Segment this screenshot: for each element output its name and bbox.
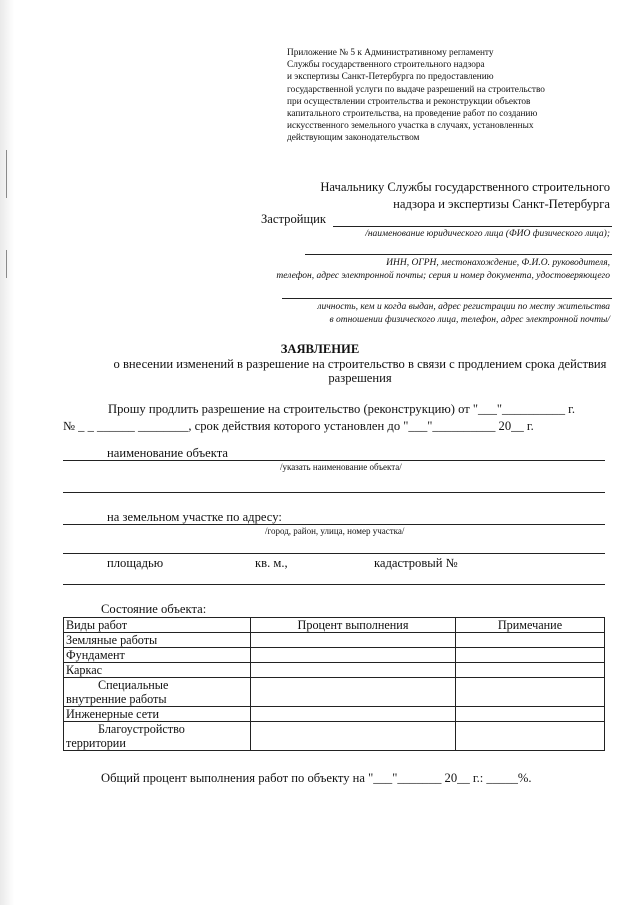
statement-subtitle-2: разрешения <box>328 371 392 385</box>
header-work-types: Виды работ <box>64 618 251 633</box>
table-row <box>64 633 605 648</box>
note-cell[interactable] <box>456 633 605 648</box>
work-type-cell: Земляные работы <box>64 633 251 648</box>
percent-cell[interactable] <box>251 648 456 663</box>
annex-line: действующим законодательством <box>287 133 420 144</box>
object-state-label: Состояние объекта: <box>101 602 207 616</box>
annex-line: искусственного земельного участка в случаях, установленных <box>287 121 534 132</box>
percent-cell[interactable] <box>251 707 456 722</box>
work-type-cell <box>64 722 251 751</box>
object-name-label: наименование объекта <box>107 446 228 460</box>
developer-hint-5: в отношении физического лица, телефон, адрес электронной почты/ <box>329 315 610 325</box>
work-type-cell: Фундамент <box>64 648 251 663</box>
scan-margin-shadow <box>0 0 14 905</box>
table-header-row <box>64 618 605 633</box>
addressee-line-1: Начальнику Службы государственного строительного <box>320 180 610 194</box>
work-type-cell: Инженерные сети <box>64 707 251 722</box>
table-row <box>64 707 605 722</box>
table-row <box>64 722 605 751</box>
developer-input-line[interactable] <box>333 226 612 227</box>
request-line-2: № _ _ ______ ________, срок действия которого установлен до "___"__________ 20__ г. <box>63 419 534 433</box>
annex-line: государственной услуги по выдаче разрешений на строительство <box>287 84 545 95</box>
work-type-line-1: Специальные <box>98 678 169 692</box>
note-cell[interactable] <box>456 648 605 663</box>
percent-cell[interactable] <box>251 722 456 751</box>
annex-line: Службы государственного строительного надзора <box>287 60 485 71</box>
work-type-line-2: внутренние работы <box>66 692 167 706</box>
developer-details-line[interactable] <box>305 254 612 255</box>
developer-hint-1: /наименование юридического лица (ФИО физического лица); <box>365 229 610 239</box>
statement-subtitle-1: о внесении изменений в разрешение на строительство в связи с продлением срока действия <box>113 357 607 371</box>
total-percent-line: Общий процент выполнения работ по объекту на "___"_______ 20__ г.: _____%. <box>101 771 532 785</box>
header-note: Примечание <box>456 618 605 633</box>
note-cell[interactable] <box>456 722 605 751</box>
work-type-cell: Каркас <box>64 663 251 678</box>
annex-line: и экспертизы Санкт-Петербурга по предоставлению <box>287 72 494 83</box>
work-type-line-2: территории <box>66 736 126 750</box>
area-unit: кв. м., <box>255 556 288 570</box>
scan-edge-mark <box>6 150 7 198</box>
address-hint: /город, район, улица, номер участка/ <box>265 526 405 536</box>
request-line-1: Прошу продлить разрешение на строительство (реконструкцию) от "___"__________ г. <box>108 402 576 416</box>
header-percent: Процент выполнения <box>251 618 456 633</box>
developer-hint-4: личность, кем и когда выдан, адрес регистрации по месту жительства <box>317 302 610 312</box>
address-line-2[interactable] <box>63 553 605 554</box>
developer-label: Застройщик <box>261 212 327 226</box>
annex-line: капитального строительства, на проведение работ по созданию <box>287 109 538 120</box>
developer-document-line[interactable] <box>282 298 612 299</box>
object-name-line[interactable] <box>63 460 605 461</box>
table-row <box>64 648 605 663</box>
object-name-line-2[interactable] <box>63 492 605 493</box>
percent-cell[interactable] <box>251 633 456 648</box>
statement-title: ЗАЯВЛЕНИЕ <box>280 342 360 356</box>
table-row <box>64 678 605 707</box>
area-label: площадью <box>107 556 164 570</box>
cadastral-label: кадастровый № <box>374 556 458 570</box>
object-name-hint: /указать наименование объекта/ <box>280 462 402 472</box>
area-cadastral-line[interactable] <box>63 584 605 585</box>
work-type-line-1: Благоустройство <box>98 722 185 736</box>
addressee-line-2: надзора и экспертизы Санкт-Петербурга <box>393 197 610 211</box>
work-type-cell <box>64 678 251 707</box>
developer-hint-3: телефон, адрес электронной почты; серия и номер документа, удостоверяющего <box>276 271 610 281</box>
percent-cell[interactable] <box>251 678 456 707</box>
developer-hint-2: ИНН, ОГРН, местонахождение, Ф.И.О. руководителя, <box>386 258 610 268</box>
annex-note <box>287 47 545 145</box>
address-label: на земельном участке по адресу: <box>107 510 282 524</box>
works-table <box>63 617 605 751</box>
annex-line: при осуществлении строительства и реконструкции объектов <box>287 96 531 107</box>
percent-cell[interactable] <box>251 663 456 678</box>
note-cell[interactable] <box>456 678 605 707</box>
note-cell[interactable] <box>456 707 605 722</box>
scan-edge-mark <box>6 250 7 278</box>
note-cell[interactable] <box>456 663 605 678</box>
table-row <box>64 663 605 678</box>
address-line[interactable] <box>63 524 605 525</box>
annex-line: Приложение № 5 к Административному регламенту <box>287 48 494 58</box>
